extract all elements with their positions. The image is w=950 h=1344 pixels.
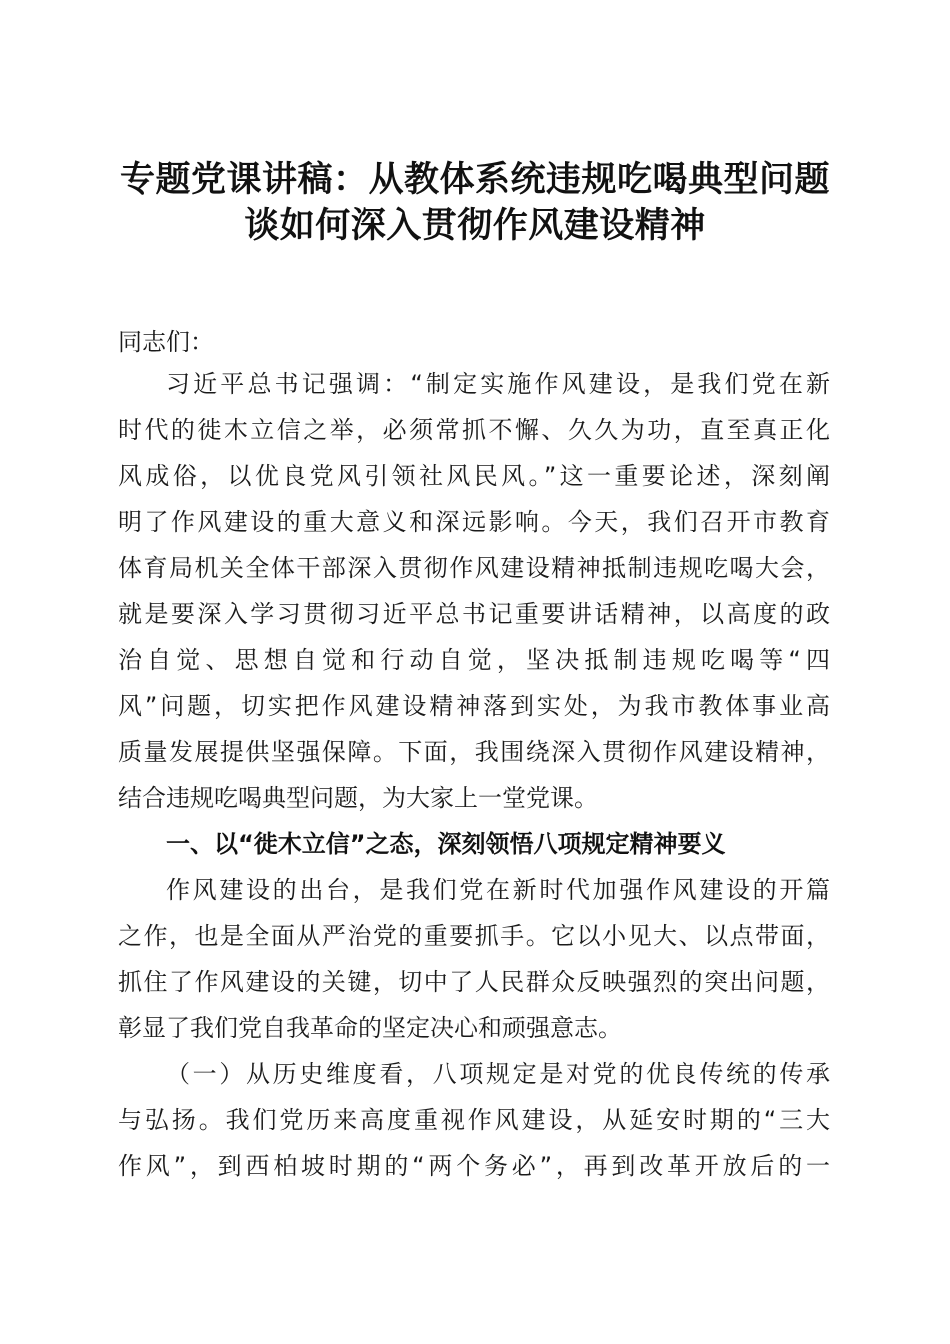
paragraph-line: 时代的徙木立信之举，必须常抓不懈、久久为功，直至真正化 <box>118 416 830 444</box>
document-title-line-2: 谈如何深入贯彻作风建设精神 <box>244 205 706 246</box>
paragraph-line: 风成俗，以优良党风引领社风民风。”这一重要论述，深刻阐 <box>118 462 830 490</box>
paragraph-line: 彰显了我们党自我革命的坚定决心和顽强意志。 <box>118 1014 622 1042</box>
paragraph-line: 就是要深入学习贯彻习近平总书记重要讲话精神，以高度的政 <box>118 600 830 628</box>
paragraph-line: 作风建设的出台，是我们党在新时代加强作风建设的开篇 <box>166 876 830 904</box>
paragraph-line: 风”问题，切实把作风建设精神落到实处，为我市教体事业高 <box>118 692 830 720</box>
paragraph-line: 抓住了作风建设的关键，切中了人民群众反映强烈的突出问题， <box>118 968 830 996</box>
paragraph-line: 体育局机关全体干部深入贯彻作风建设精神抵制违规吃喝大会， <box>118 554 830 582</box>
paragraph-line: 明了作风建设的重大意义和深远影响。今天，我们召开市教育 <box>118 508 830 536</box>
paragraph-line: 质量发展提供坚强保障。下面，我围绕深入贯彻作风建设精神， <box>118 738 830 766</box>
paragraph-line: 之作，也是全面从严治党的重要抓手。它以小见大、以点带面， <box>118 922 830 950</box>
document-title-line-1: 专题党课讲稿：从教体系统违规吃喝典型问题 <box>119 159 830 200</box>
paragraph-line: （一）从历史维度看，八项规定是对党的优良传统的传承 <box>166 1060 830 1088</box>
paragraph-line: 与弘扬。我们党历来高度重视作风建设，从延安时期的“三大 <box>118 1106 830 1134</box>
paragraph-line: 治自觉、思想自觉和行动自觉，坚决抵制违规吃喝等“四 <box>118 646 830 674</box>
paragraph-line: 习近平总书记强调：“制定实施作风建设，是我们党在新 <box>166 370 830 398</box>
section-heading: 一、以“徙木立信”之态，深刻领悟八项规定精神要义 <box>166 830 726 858</box>
paragraph-line: 作风”，到西柏坡时期的“两个务必”，再到改革开放后的一 <box>118 1152 830 1180</box>
paragraph-line: 结合违规吃喝典型问题，为大家上一堂党课。 <box>118 784 598 812</box>
salutation: 同志们： <box>118 328 214 356</box>
